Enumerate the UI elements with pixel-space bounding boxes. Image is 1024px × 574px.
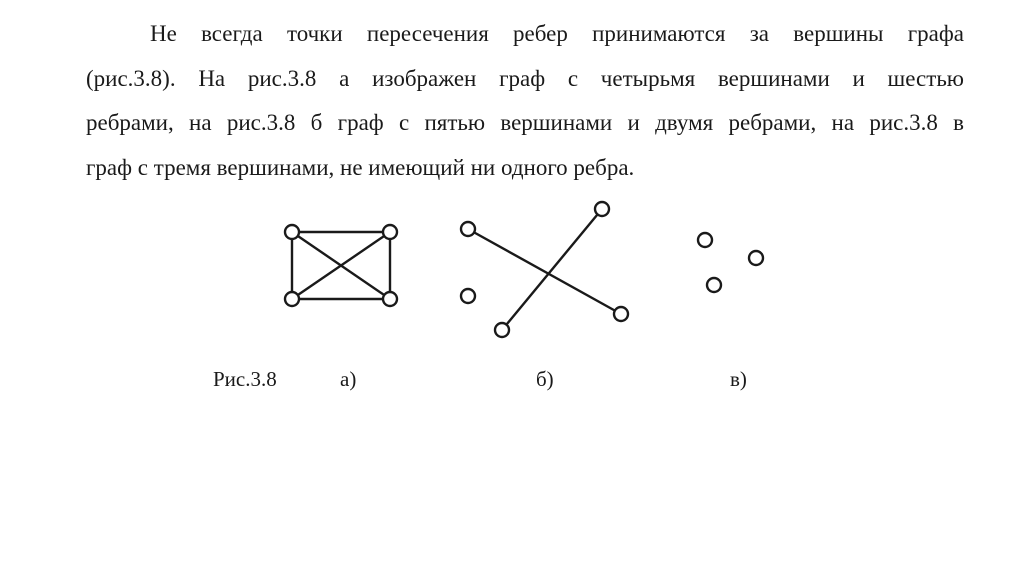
vertex-c-3	[707, 278, 721, 292]
vertex-a-4	[383, 292, 397, 306]
vertex-c-1	[698, 233, 712, 247]
vertex-a-1	[285, 225, 299, 239]
vertex-b-1	[461, 222, 475, 236]
vertex-b-3	[461, 289, 475, 303]
vertex-b-2	[595, 202, 609, 216]
paragraph-line-4: граф с тремя вершинами, не имеющий ни одного ребра.	[86, 154, 635, 180]
body-paragraph	[86, 12, 964, 190]
paragraph-line-3: ребрами, на рис.3.8 б граф с пятью вершинами и двумя ребрами, на рис.3.8 в	[86, 110, 964, 135]
paragraph-line-1: Не всегда точки пересечения ребер принимаются за вершины графа	[150, 21, 964, 46]
figure-label-c: в)	[730, 367, 747, 391]
vertex-a-3	[285, 292, 299, 306]
vertex-b-5	[614, 307, 628, 321]
graph-a	[270, 215, 410, 315]
vertex-a-2	[383, 225, 397, 239]
figure-caption: Рис.3.8	[213, 367, 277, 391]
vertex-c-2	[749, 251, 763, 265]
graph-c	[690, 225, 780, 300]
paragraph-line-2: (рис.3.8). На рис.3.8 а изображен граф с четырьмя вершинами и шестью	[86, 65, 964, 91]
figure-label-a: а)	[340, 367, 357, 391]
graph-b	[450, 195, 640, 345]
vertex-b-4	[495, 323, 509, 337]
edge-b-1	[468, 229, 621, 314]
figure-label-b: б)	[536, 367, 554, 391]
edge-b-2	[502, 209, 602, 330]
